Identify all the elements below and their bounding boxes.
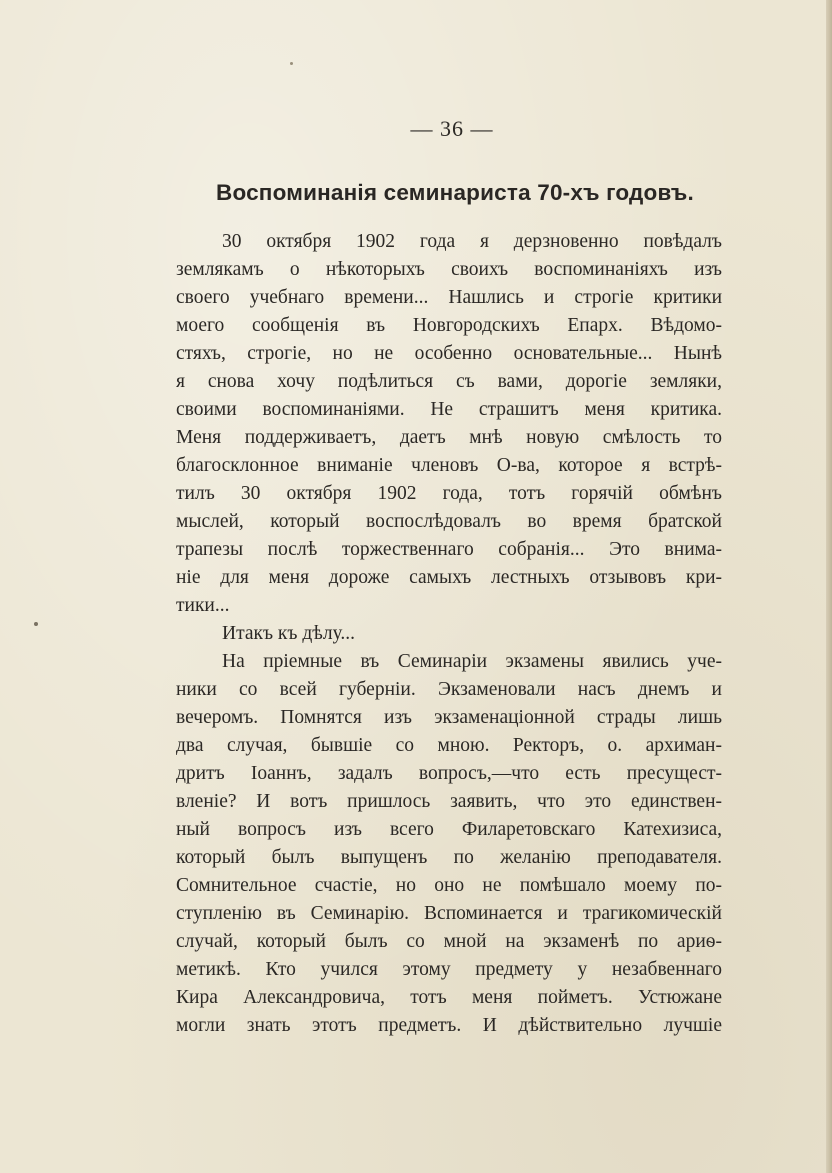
text-line: вленіе? И вотъ пришлось заявить, что это единствен- — [176, 791, 722, 812]
page-number: — 36 — — [410, 116, 494, 141]
text-line: метикѣ. Кто учился этому предмету у незабвеннаго — [176, 959, 722, 980]
text-line: случай, который былъ со мной на экзаменѣ по ариѳ- — [176, 931, 722, 952]
text-line: стяхъ, строгіе, но не особенно основательные... Нынѣ — [176, 343, 722, 364]
body-text — [176, 228, 722, 1040]
text-line: ники со всей губерніи. Экзаменовали насъ днемъ и — [176, 679, 722, 700]
text-line: благосклонное вниманіе членовъ О-ва, которое я встрѣ- — [176, 455, 722, 476]
text-line: Кира Александровича, тотъ меня пойметъ. Устюжане — [176, 987, 722, 1008]
text-line: трапезы послѣ торжественнаго собранія... Это внима- — [176, 539, 722, 560]
paper-speck — [290, 62, 293, 65]
text-line: тилъ 30 октября 1902 года, тотъ горячій обмѣнъ — [176, 483, 722, 504]
text-line: ступленію въ Семинарію. Вспоминается и трагикомическій — [176, 903, 722, 924]
text-line: Меня поддерживаетъ, даетъ мнѣ новую смѣлость то — [176, 427, 722, 448]
chapter-title: Воспоминанія семинариста 70-хъ годовъ. — [216, 180, 694, 205]
text-line: дритъ Іоаннъ, задалъ вопросъ,—что есть пресущест- — [176, 763, 722, 784]
text-line: я снова хочу подѣлиться съ вами, дорогіе земляки, — [176, 371, 722, 392]
text-line: своими воспоминаніями. Не страшитъ меня критика. — [176, 399, 722, 420]
text-line: ный вопросъ изъ всего Филаретовскаго Катехизиса, — [176, 819, 722, 840]
text-line: Сомнительное счастіе, но оно не помѣшало моему по- — [176, 875, 722, 896]
text-line: моего сообщенія въ Новгородскихъ Епарх. Вѣдомо- — [176, 315, 722, 336]
text-line: ніе для меня дороже самыхъ лестныхъ отзывовъ кри- — [176, 567, 722, 588]
text-line: своего учебнаго времени... Нашлись и строгіе критики — [176, 287, 722, 308]
text-line: Итакъ къ дѣлу... — [222, 623, 356, 644]
text-line: тики... — [176, 595, 230, 616]
text-line: мыслей, который воспослѣдовалъ во время братской — [176, 511, 722, 532]
text-line: вечеромъ. Помнятся изъ экзаменаціонной страды лишь — [176, 707, 722, 728]
text-line: два случая, бывшіе со мною. Ректоръ, о. архиман- — [176, 735, 722, 756]
text-line: землякамъ о нѣкоторыхъ своихъ воспоминаніяхъ изъ — [176, 259, 722, 280]
text-line: На пріемные въ Семинаріи экзамены явились уче- — [222, 651, 722, 672]
text-line: могли знать этотъ предметъ. И дѣйствительно лучшіе — [176, 1015, 722, 1036]
text-line: который былъ выпущенъ по желанію преподавателя. — [176, 847, 722, 868]
page-edge — [826, 0, 832, 1173]
paper-speck — [34, 622, 38, 626]
text-line: 30 октября 1902 года я дерзновенно повѣдалъ — [222, 231, 722, 252]
